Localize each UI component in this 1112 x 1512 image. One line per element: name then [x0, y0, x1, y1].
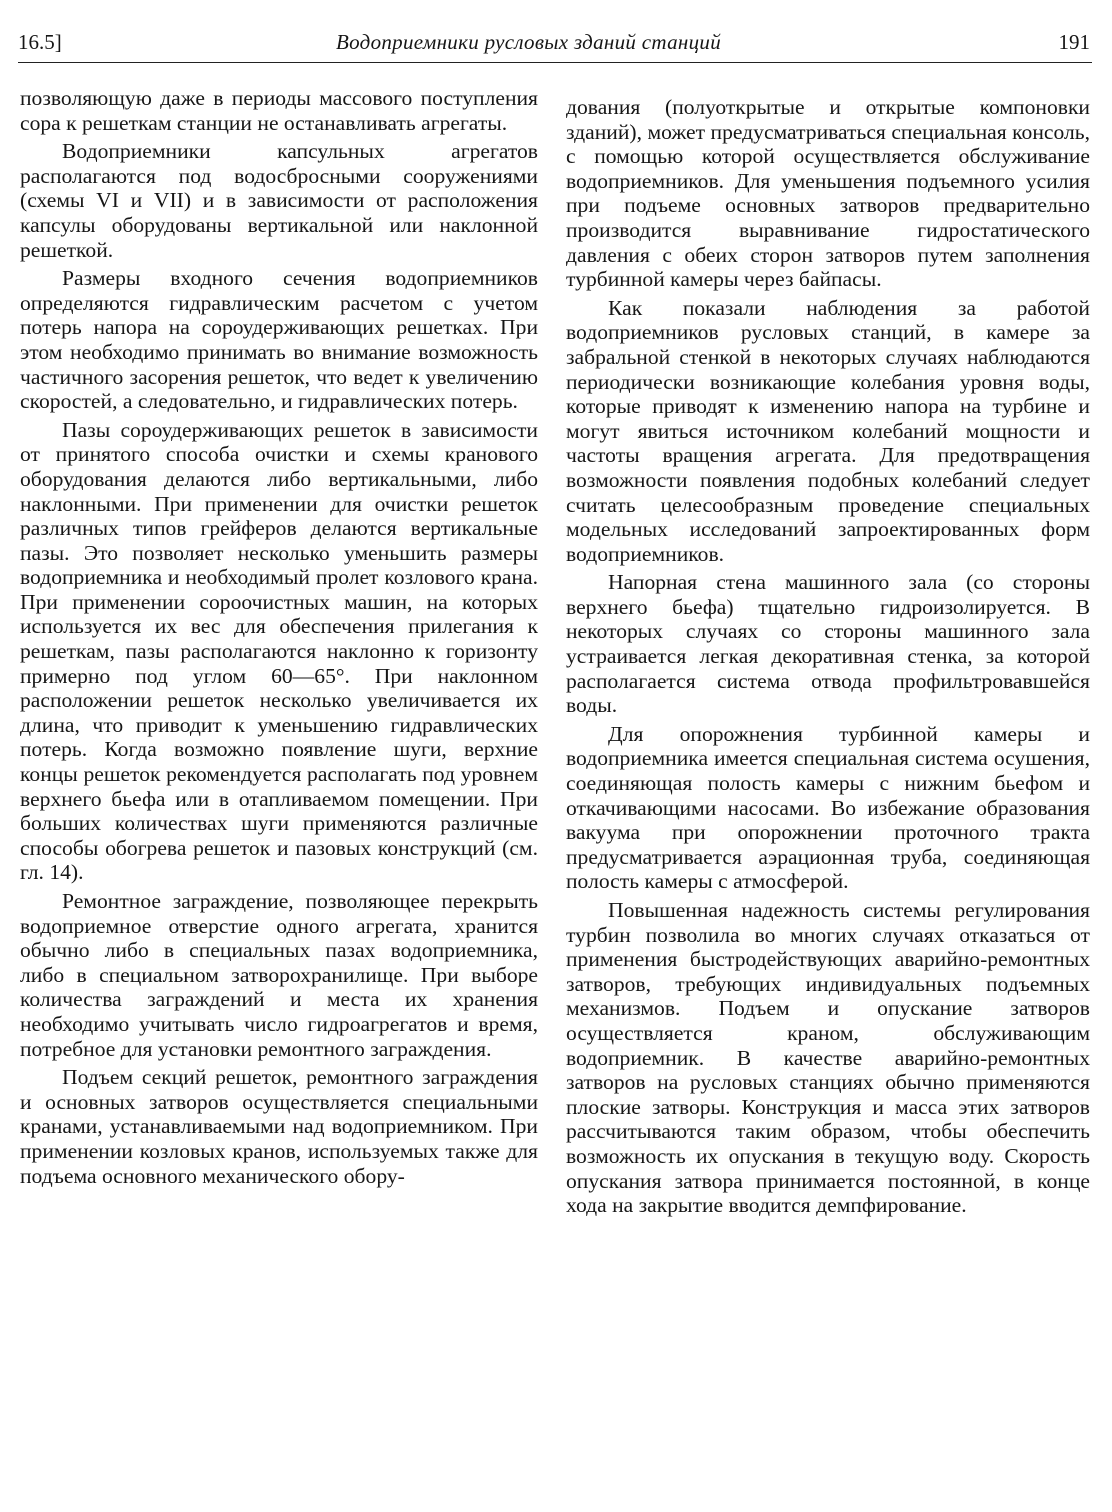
paragraph: Размеры входного сечения водоприемников определяются гидравлическим расчетом с учетом потерь напора на сороудерживающих решетках. При этом необходимо принимать во внимание возможность частичного засорения решеток, что ведет к увеличению скоростей, а следовательно, и гидравлических потерь.	[20, 266, 538, 414]
paragraph: Водоприемники капсульных агрегатов располагаются под водосбросными сооружениями (схемы VI и VII) и в зависимости от расположения капсулы оборудованы вертикальной или наклонной решеткой.	[20, 139, 538, 262]
paragraph: Ремонтное заграждение, позволяющее перекрыть водоприемное отверстие одного агрегата, хранится обычно либо в специальных пазах водоприемника, либо в специальном затворохранилище. При выборе количества заграждений и места их хранения необходимо учитывать число гидроагрегатов и время, потребное для установки ремонтного заграждения.	[20, 889, 538, 1061]
paragraph: дования (полуоткрытые и открытые компоновки зданий), может предусматриваться специальная консоль, с помощью которой осуществляется обслуживание водоприемников. Для уменьшения подъемного усилия при подъеме основных затворов предварительно производится выравнивание гидростатического давления с обеих сторон затворов путем заполнения турбинной камеры через байпасы.	[566, 95, 1090, 292]
paragraph: позволяющую даже в периоды массового поступления сора к решеткам станции не останавливать агрегаты.	[20, 86, 538, 135]
running-header	[18, 30, 1090, 60]
paragraph: Как показали наблюдения за работой водоприемников русловых станций, в камере за забральной стенкой в некоторых случаях наблюдаются периодически возникающие колебания уровня воды, которые приводят к изменению напора на турбине и могут явиться источником колебаний мощности и частоты вращения агрегата. Для предотвращения возможности появления подобных колебаний следует считать целесообразным проведение специальных модельных исследований запроектированных форм водоприемников.	[566, 295, 1090, 566]
running-title: Водоприемники русловых зданий станций	[336, 30, 722, 54]
paragraph: Повышенная надежность системы регулирования турбин позволила во многих случаях отказаться от применения быстродействующих аварийно-ремонтных затворов, требующих индивидуальных подъемных механизмов. Подъем и опускание затворов осуществляется краном, обслуживающим водоприемник. В качестве аварийно-ремонтных затворов на русловых станциях обычно применяются плоские затворы. Конструкция и масса этих затворов рассчитываются таким образом, чтобы обеспечить возможность их опускания в текущую воду. Скорость опускания затвора принимается постоянной, в конце хода на закрытие вводится демпфирование.	[566, 898, 1090, 1218]
paragraph: Напорная стена машинного зала (со стороны верхнего бьефа) тщательно гидроизолируется. В некоторых случаях со стороны машинного зала устраивается легкая декоративная стенка, за которой располагается система отвода профильтровавшейся воды.	[566, 570, 1090, 718]
page-number: 191	[1058, 30, 1090, 54]
paragraph: Для опорожнения турбинной камеры и водоприемника имеется специальная система осушения, соединяющая полость камеры с нижним бьефом и откачивающими насосами. Во избежание образования вакуума при опорожнении проточного тракта предусматривается аэрационная труба, соединяющая полость камеры с атмосферой.	[566, 721, 1090, 894]
left-column	[20, 86, 538, 1192]
header-rule	[18, 62, 1092, 63]
right-column	[566, 95, 1090, 1222]
paragraph: Подъем секций решеток, ремонтного заграждения и основных затворов осуществляется специальными кранами, устанавливаемыми над водоприемником. При применении козловых кранов, используемых также для подъема основного механического обору-	[20, 1065, 538, 1188]
paragraph: Пазы сороудерживающих решеток в зависимости от принятого способа очистки и схемы кранового оборудования делаются либо вертикальными, либо наклонными. При применении для очистки решеток различных типов грейферов делаются вертикальные пазы. Это позволяет несколько уменьшить размеры водоприемника и необходимый пролет козлового крана. При применении сороочистных машин, на которых используется их вес для обеспечения прилегания к решеткам, пазы располагаются наклонно к горизонту примерно под углом 60—65°. При наклонном расположении решеток несколько увеличивается их длина, что приводит к уменьшению гидравлических потерь. Когда возможно появление шуги, верхние концы решеток рекомендуется располагать под уровнем верхнего бьефа или в отапливаемом помещении. При больших количествах шуги применяются различные способы обогрева решеток и пазовых конструкций (см. гл. 14).	[20, 417, 538, 885]
section-number: 16.5]	[18, 30, 62, 54]
